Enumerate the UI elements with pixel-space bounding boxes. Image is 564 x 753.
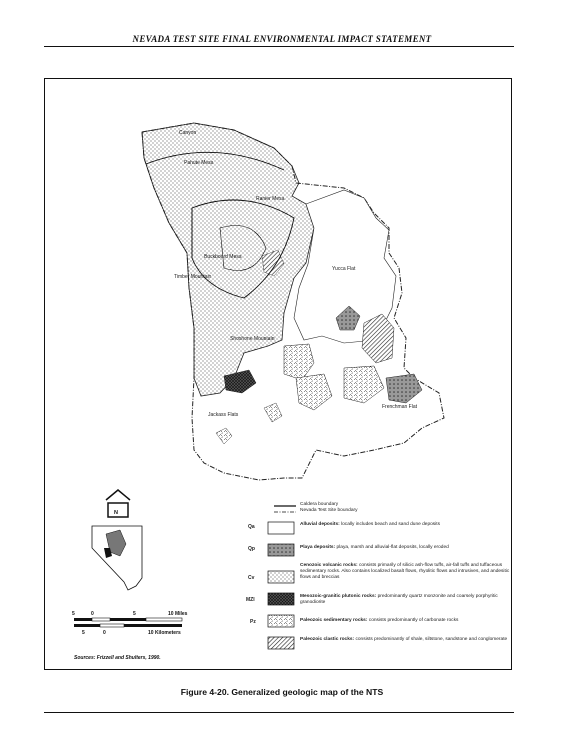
scale-miles-5: 5 [133,611,136,617]
label-frenchman-flat: Frenchman Flat [382,404,418,410]
legend-swatch-mzi [268,593,294,605]
legend-code-cv: Cv [248,575,255,581]
scale-km-5: 5 [82,630,85,636]
label-jackass-flats: Jackass Flats [208,412,239,418]
label-shoshone-mountain: Shoshone Mountain [230,336,275,342]
header-rule [44,46,514,47]
scale-km-10: 10 Kilometers [148,630,181,636]
label-yucca-flat: Yucca Flat [332,266,356,272]
nts-map-region [142,123,444,480]
map-source: Sources: Frizzell and Shulters, 1990. [74,655,161,661]
scale-miles-10: 10 Miles [168,611,188,617]
paleozoic-block-4 [344,366,384,403]
label-pahute-mesa: Pahute Mesa [184,160,214,166]
legend-code-pz: Pz [250,619,256,625]
legend-item-qp: Playa deposits: playa, marsh and alluvial-flat deposits, locally eroded [300,545,449,550]
legend-swatch-clastic [268,637,294,649]
legend-symbols [268,506,296,649]
legend-swatch-pz [268,615,294,627]
north-arrow [106,490,130,517]
legend-code-qa: Qa [248,524,255,530]
label-buckboard-mesa: Buckboard Mesa [204,254,242,260]
label-rainier-mesa: Ranier Mesa [256,196,285,202]
legend-code-qp: Qp [248,546,255,552]
legend-swatch-qa [268,522,294,534]
footer-rule [44,712,514,713]
scale-bar [74,618,182,627]
legend-item-cv: Cenozoic volcanic rocks: consists primarily of silicic ash-flow tuffs, air-fall tuffs and tuffaceous sedimentary rocks. Also contains localized basalt flows, rhyolitic flows and intrusives, and andesitic flows and breccias [300,563,510,581]
scale-miles-5-left: 5 [72,611,75,617]
legend-swatch-cv [268,571,294,583]
legend-item-mzi: Mesozoic-granitic plutonic rocks: predominantly quartz monzonite and coarsely porphyritic granodiorite [300,594,498,606]
scale-km-0: 0 [103,630,106,636]
figure-caption: Figure 4-20. Generalized geologic map of the NTS [180,687,384,697]
outcrop-1 [216,428,232,444]
legend-item-qa: Alluvial deposits: locally includes beach and sand dune deposits [300,522,441,527]
legend-caldera-label: Caldera boundary [300,502,339,507]
paleozoic-block-2 [284,344,314,380]
paleozoic-block-3 [296,374,332,410]
outcrop-2 [264,403,282,422]
legend-nts-label: Nevada Test Site boundary [300,508,358,513]
playa-frenchman [386,374,422,403]
legend-code-mzi: MZI [246,597,255,603]
paleozoic-block-1 [362,314,394,363]
scale-miles-0: 0 [91,611,94,617]
legend-swatch-qp [268,544,294,556]
north-label: N [114,510,118,516]
legend-item-clastic: Paleozoic clastic rocks: consists predominantly of shale, siltstone, sandstone and conglomerate [300,637,508,642]
legend-item-pz: Paleozoic sedimentary rocks: consists predominantly of carbonate rocks [300,618,459,623]
label-timber-mountain: Timber Mountain [174,274,212,280]
nevada-inset-map [92,526,142,590]
label-canyon: Canyon [179,130,197,136]
document-header: NEVADA TEST SITE FINAL ENVIRONMENTAL IMPACT STATEMENT [132,34,432,44]
